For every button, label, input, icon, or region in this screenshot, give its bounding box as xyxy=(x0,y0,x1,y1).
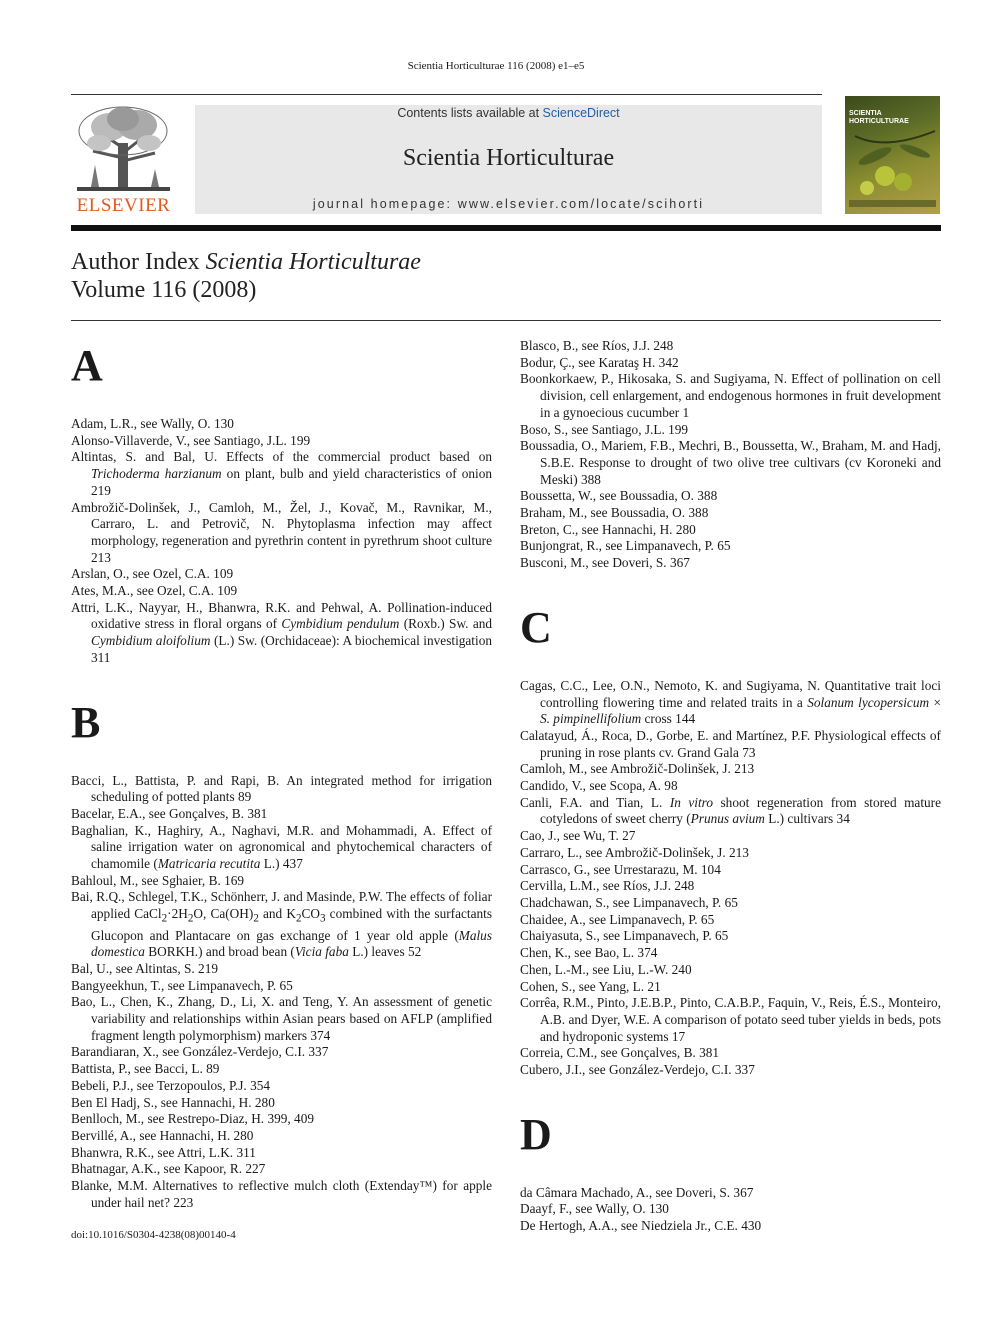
index-entry: Ben El Hadj, S., see Hannachi, H. 280 xyxy=(71,1094,275,1110)
title-volume: Volume 116 (2008) xyxy=(71,277,257,303)
index-entry: Bahloul, M., see Sghaier, B. 169 xyxy=(71,872,245,888)
index-entry: Boonkorkaew, P., Hikosaka, S. and Sugiyama, N. Effect of pollination on cell division, cell enlargement, and endogenous hormones in fruit development in a gynoecious cucumber 1 xyxy=(520,371,941,420)
left-column xyxy=(71,338,492,1211)
index-entry: Daayf, F., see Wally, O. 130 xyxy=(520,1201,669,1217)
index-entry: De Hertogh, A.A., see Niedziela Jr., C.E. 430 xyxy=(520,1218,762,1234)
page-title xyxy=(71,248,421,304)
right-column xyxy=(520,338,941,1235)
section-letter-b: B xyxy=(71,697,101,747)
index-entry: Carraro, L., see Ambrožič-Dolinšek, J. 213 xyxy=(520,844,749,860)
index-entry: Breton, C., see Hannachi, H. 280 xyxy=(520,521,696,537)
section-letter-d: D xyxy=(520,1109,552,1159)
index-entry: Ates, M.A., see Ozel, C.A. 109 xyxy=(71,583,238,599)
index-entry: Chadchawan, S., see Limpanavech, P. 65 xyxy=(520,894,738,910)
index-entry: Bao, L., Chen, K., Zhang, D., Li, X. and Teng, Y. An assessment of genetic variability and relationships within Asian pears based on AFLP (amplified fragment length polymorphism) markers 374 xyxy=(71,994,492,1043)
index-entry: Bacelar, E.A., see Gonçalves, B. 381 xyxy=(71,805,268,821)
elsevier-logo xyxy=(71,103,176,215)
journal-homepage[interactable]: journal homepage: www.elsevier.com/locate/scihorti xyxy=(312,197,705,211)
index-entry: Bacci, L., Battista, P. and Rapi, B. An integrated method for irrigation scheduling of potted plants 89 xyxy=(71,772,492,805)
journal-name: Scientia Horticulturae xyxy=(402,145,615,171)
header-thick-rule xyxy=(71,225,941,231)
index-entry: Braham, M., see Boussadia, O. 388 xyxy=(520,505,709,521)
index-entry: Barandiaran, X., see González-Verdejo, C.I. 337 xyxy=(71,1044,329,1060)
index-entry: Calatayud, Á., Roca, D., Gorbe, E. and Martínez, P.F. Physiological effects of pruning in rose plants cv. Grand Gala 73 xyxy=(520,727,941,760)
index-entry: Bangyeekhun, T., see Limpanavech, P. 65 xyxy=(71,977,293,993)
index-entry: Bebeli, P.J., see Terzopoulos, P.J. 354 xyxy=(71,1077,271,1093)
index-entry: Camloh, M., see Ambrožič-Dolinšek, J. 213 xyxy=(520,761,755,777)
index-entry: Cubero, J.I., see González-Verdejo, C.I. 337 xyxy=(520,1062,755,1078)
index-entry: Arslan, O., see Ozel, C.A. 109 xyxy=(71,566,234,582)
index-entry: Correia, C.M., see Gonçalves, B. 381 xyxy=(520,1045,720,1061)
index-entry: Bai, R.Q., Schlegel, T.K., Schönherr, J. and Masinde, P.W. The effects of foliar applied $CaCl_2\cdot 2H_2O$, $Ca(OH)_2$ and $K_2CO_3$ combined with the surfactants Glucopon and Plantacare on gas exchange of 1 year old apple (Malus domestica BORKH.) and broad bean (Vicia faba L.) leaves 52 xyxy=(71,889,493,960)
index-entry: Bal, U., see Altintas, S. 219 xyxy=(71,960,218,976)
index-entry: Cohen, S., see Yang, L. 21 xyxy=(520,978,661,994)
section-letter-a: A xyxy=(71,341,103,390)
index-entry: Chaidee, A., see Limpanavech, P. 65 xyxy=(520,911,715,927)
index-entry: Adam, L.R., see Wally, O. 130 xyxy=(71,416,234,431)
index-entry: Chen, L.-M., see Liu, L.-W. 240 xyxy=(520,961,692,977)
index-entry: Blanke, M.M. Alternatives to reflective mulch cloth (Extenday™) for apple under hail net? 223 xyxy=(71,1178,492,1210)
elsevier-wordmark: ELSEVIER xyxy=(76,195,171,216)
contents-prefix: Contents lists available at xyxy=(397,106,543,120)
index-entry: Benlloch, M., see Restrepo-Diaz, H. 399, 409 xyxy=(71,1111,314,1127)
sciencedirect-link[interactable]: ScienceDirect xyxy=(542,106,620,120)
index-entry: Cervilla, L.M., see Ríos, J.J. 248 xyxy=(520,878,695,894)
index-entry: Battista, P., see Bacci, L. 89 xyxy=(71,1061,220,1077)
cover-olive-image xyxy=(845,96,940,214)
section-letter-c: C xyxy=(520,602,552,652)
index-entry: Bunjongrat, R., see Limpanavech, P. 65 xyxy=(520,538,731,554)
index-entry: Chaiyasuta, S., see Limpanavech, P. 65 xyxy=(520,928,729,944)
doi: doi:10.1016/S0304-4238(08)00140-4 xyxy=(71,1229,236,1241)
index-entry: Attri, L.K., Nayyar, H., Bhanwra, R.K. and Pehwal, A. Pollination-induced oxidative stress in floral organs of Cymbidium pendulum (Roxb.) Sw. and Cymbidium aloifolium (L.) Sw. (Orchidaceae): A biochemical investigation 311 xyxy=(71,599,493,665)
index-entry: Cagas, C.C., Lee, O.N., Nemoto, K. and Sugiyama, N. Quantitative trait loci controlling flowering time and related traits in a Solanum lycopersicum × S. pimpinellifolium cross 144 xyxy=(520,677,941,727)
index-entry: Boussadia, O., Mariem, F.B., Mechri, B., Boussetta, W., Braham, M. and Hadj, S.B.E. Response to drought of two olive tree cultivars (cv Koroneki and Meski) 388 xyxy=(520,438,941,487)
section-gap xyxy=(520,1079,941,1107)
journal-cover xyxy=(845,96,940,214)
top-rule xyxy=(71,94,822,95)
index-entry: Ambrožič-Dolinšek, J., Camloh, M., Žel, J., Kovač, M., Ravnikar, M., Carraro, L. and Petrovič, N. Phytoplasma infection may affect morphology, regeneration and pyrethrin content in pyrethrum shoot culture 213 xyxy=(71,499,492,565)
section-gap xyxy=(71,667,492,695)
index-entry: Candido, V., see Scopa, A. 98 xyxy=(520,778,678,794)
index-entry: Bhatnagar, A.K., see Kapoor, R. 227 xyxy=(71,1161,266,1177)
cover-title: SCIENTIA HORTICULTURAE xyxy=(849,110,909,125)
title-prefix: Author Index xyxy=(71,249,206,275)
index-entry: Bhanwra, R.K., see Attri, L.K. 311 xyxy=(71,1144,256,1160)
index-entry: Bodur, Ç., see Karataş H. 342 xyxy=(520,354,679,370)
index-entry: Boso, S., see Santiago, J.L. 199 xyxy=(520,421,689,437)
running-head: Scientia Horticulturae 116 (2008) e1–e5 xyxy=(407,60,585,72)
title-rule xyxy=(71,320,941,321)
journal-banner xyxy=(195,105,822,214)
index-entry: Baghalian, K., Haghiry, A., Naghavi, M.R. and Mohammadi, A. Effect of saline irrigation water on agronomical and phytochemical characters of chamomile (Matricaria recutita L.) 437 xyxy=(71,822,492,872)
index-entry: Cao, J., see Wu, T. 27 xyxy=(520,828,636,844)
index-entry: da Câmara Machado, A., see Doveri, S. 367 xyxy=(520,1184,754,1200)
section-gap xyxy=(520,572,941,600)
elsevier-tree-icon xyxy=(71,103,176,195)
index-entry: Busconi, M., see Doveri, S. 367 xyxy=(520,555,690,571)
index-entry: Alonso-Villaverde, V., see Santiago, J.L. 199 xyxy=(71,432,311,448)
index-entry: Carrasco, G., see Urrestarazu, M. 104 xyxy=(520,861,721,877)
index-entry: Bervillé, A., see Hannachi, H. 280 xyxy=(71,1127,254,1143)
index-entry: Blasco, B., see Ríos, J.J. 248 xyxy=(520,338,674,353)
index-entry: Chen, K., see Bao, L. 374 xyxy=(520,945,658,961)
index-entry: Canli, F.A. and Tian, L. In vitro shoot regeneration from stored mature cotyledons of sweet cherry (Prunus avium L.) cultivars 34 xyxy=(520,794,942,827)
title-journal: Scientia Horticulturae xyxy=(205,249,421,275)
contents-line xyxy=(195,106,822,120)
index-entry: Altintas, S. and Bal, U. Effects of the commercial product based on Trichoderma harzianum on plant, bulb and yield characteristics of onion 219 xyxy=(71,449,492,498)
index-entry: Boussetta, W., see Boussadia, O. 388 xyxy=(520,488,718,504)
index-entry: Corrêa, R.M., Pinto, J.E.B.P., Pinto, C.A.B.P., Faquin, V., Reis, É.S., Monteiro, A.B. and Dyer, W.E. A comparison of potato seed tuber yields in beds, pots and hydroponic systems 17 xyxy=(520,995,941,1044)
